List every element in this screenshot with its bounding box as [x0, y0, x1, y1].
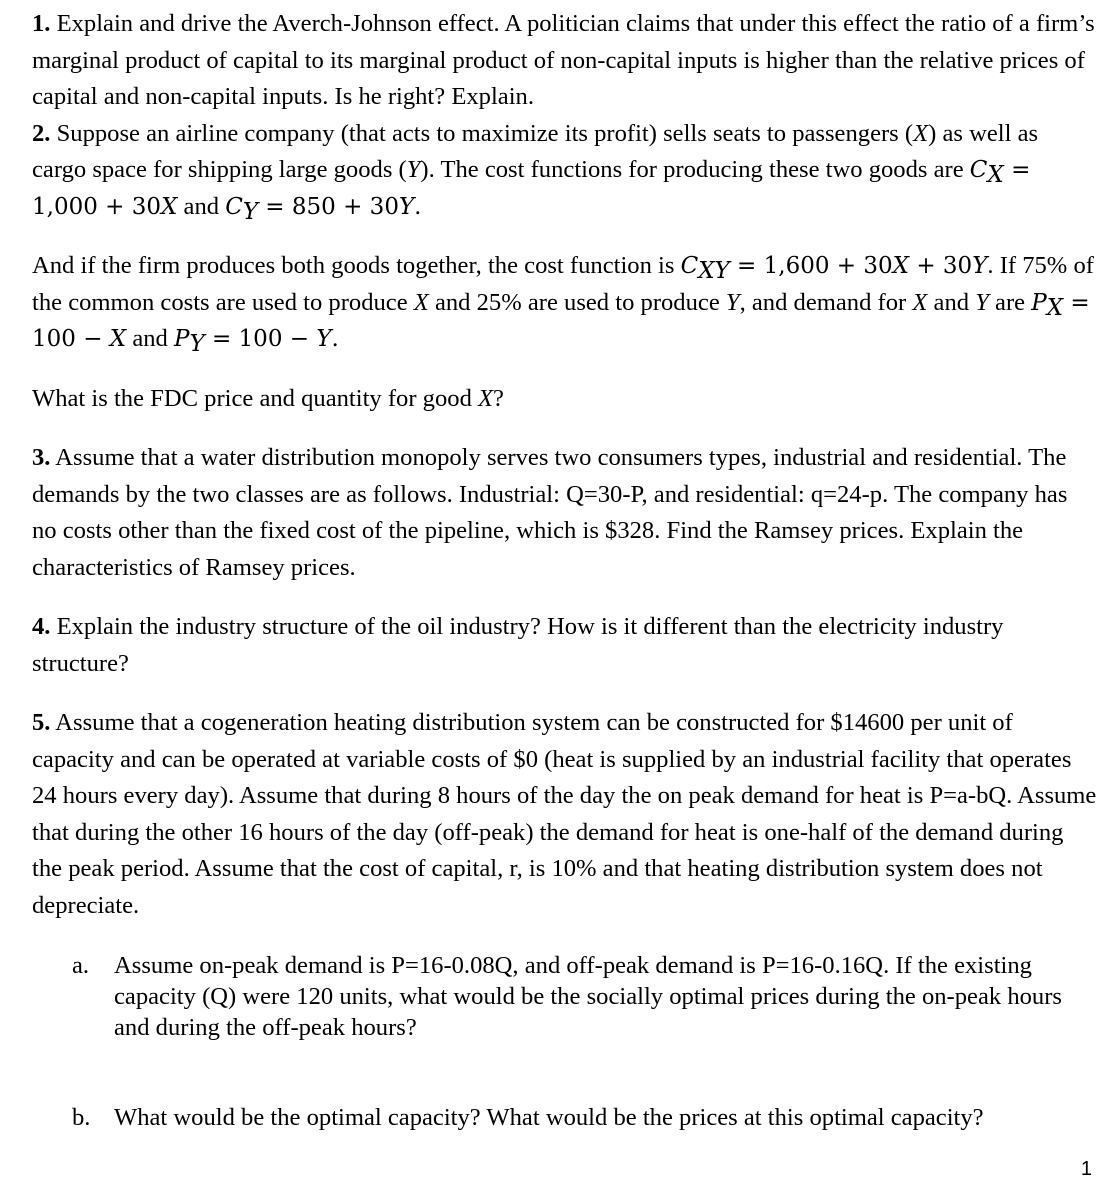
question-5-parts — [72, 950, 1098, 1133]
joint-cost-function: $C_{XY} = 1,600 + 30X + 30Y$ — [680, 253, 988, 284]
demand-function-x: $P_X = 100 - X$ — [32, 289, 1090, 352]
part-b-text: What would be the optimal capacity? What would be the prices at this optimal capacity? — [114, 1104, 984, 1131]
demand-function-y: $P_Y = 100 - Y$. — [173, 326, 339, 357]
question-1-number: 1. — [32, 10, 51, 37]
cost-function-x: $C_X = 1,000 + 30X$ — [32, 157, 1031, 220]
question-3-text: Assume that a water distribution monopoly serves two consumers types, industrial and residential. The demands by the two classes are as follows. Industrial: Q=30-P, and residential: q=24-p. The company has no costs other than the fixed cost of the pipeline, which is $328. Find the Ramsey prices. Explain the characteristics of Ramsey prices. — [32, 444, 1068, 581]
question-2-intro-b: ) as well as cargo space for shipping large goods ( — [32, 119, 1039, 183]
question-2-number: 2. — [32, 119, 51, 147]
question-5-part-b — [72, 1102, 1098, 1133]
question-2-paragraph-2: And if the firm produces both goods together, the cost function is $C_{XY} = 1,600 + 30X + 30Y$. If 75% of the common costs are used to produce X and 25% are used to produce Y, and demand for X and Y are $P_X = 100 - X$ and $P_Y = 100 - Y$. — [32, 252, 1094, 357]
part-a-label: a. — [72, 952, 90, 979]
page-number: 1 — [1080, 1158, 1092, 1180]
question-2-intro-a: Suppose an airline company (that acts to maximize its profit) sells seats to passengers ( — [56, 119, 914, 147]
question-4-number: 4. — [32, 613, 51, 640]
question-4 — [32, 609, 1098, 682]
question-2-ask: What is the FDC price and quantity for good X? — [32, 384, 504, 412]
question-4-text: Explain the industry structure of the oil industry? How is it different than the electricity industry structure? — [32, 613, 1004, 677]
question-3-number: 3. — [32, 444, 51, 471]
question-5-part-a — [72, 950, 1098, 1043]
part-a-text: Assume on-peak demand is P=16-0.08Q, and off-peak demand is P=16-0.16Q. If the existing capacity (Q) were 120 units, what would be the socially optimal prices during the on-peak hours and during the off-peak hours? — [114, 952, 1062, 1041]
question-2: 2. Suppose an airline company (that acts to maximize its profit) sells seats to passengers (X) as well as cargo space for shipping large goods (Y). The cost functions for producing these two goods are $C_X = 1,000 + 30X$ and $C_Y = 850 + 30Y$. — [32, 119, 1039, 225]
question-2-intro-c: ). The cost functions for producing these two goods are — [420, 156, 970, 183]
var-x: X — [913, 119, 929, 147]
question-1-text: Explain and drive the Averch-Johnson effect. A politician claims that under this effect the ratio of a firm’s marginal product of capital to its marginal product of non-capital inputs is higher than the relative prices of capital and non-capital inputs. Is he right? Explain. — [32, 10, 1095, 110]
question-5 — [32, 705, 1098, 924]
cost-function-y: $C_Y = 850 + 30Y$. — [225, 193, 422, 225]
question-3 — [32, 440, 1098, 586]
document-page — [32, 6, 1098, 1133]
question-1 — [32, 6, 1098, 116]
question-5-text: Assume that a cogeneration heating distribution system can be constructed for $14600 per unit of capacity and can be operated at variable costs of $0 (heat is supplied by an industrial facility that operates 24 hours every day). Assume that during 8 hours of the day the on peak demand for heat is P=a-bQ. Assume that during the other 16 hours of the day (off-peak) the demand for heat is one-half of the demand during the peak period. Assume that the cost of capital, r, is 10% and that heating distribution system does not depreciate. — [32, 709, 1097, 919]
question-5-number: 5. — [32, 709, 51, 736]
part-b-label: b. — [72, 1104, 91, 1131]
var-y: Y — [406, 156, 421, 183]
